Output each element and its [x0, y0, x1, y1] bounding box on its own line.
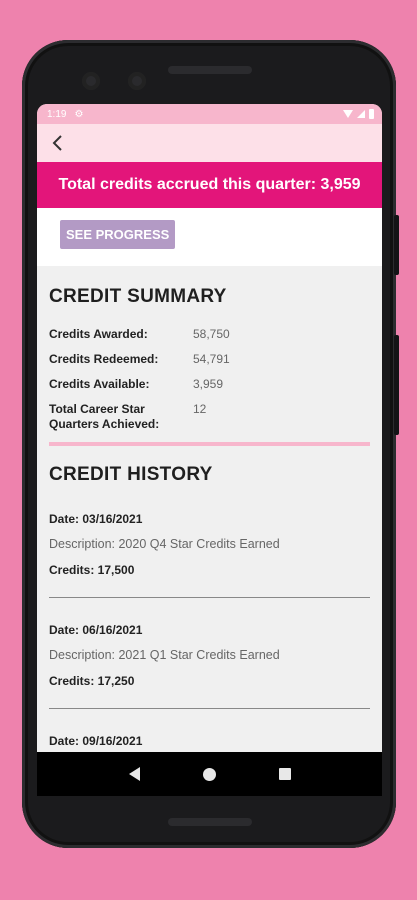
summary-row-career-quarters: [49, 402, 370, 432]
history-credits: Credits: 17,250: [49, 674, 135, 688]
see-progress-button[interactable]: SEE PROGRESS: [60, 220, 175, 249]
gear-icon: ⚙: [74, 108, 84, 120]
button-area: [37, 208, 382, 266]
credit-summary-title: CREDIT SUMMARY: [49, 286, 227, 307]
status-bar: [37, 104, 382, 124]
summary-label: Credits Available:: [49, 377, 150, 391]
summary-row-available: [49, 377, 370, 392]
battery-icon: [369, 109, 374, 119]
nav-back-icon[interactable]: [129, 767, 140, 781]
summary-row-awarded: [49, 327, 370, 342]
sensor-icon: [128, 72, 146, 90]
summary-value: 54,791: [193, 352, 230, 366]
summary-label: Credits Redeemed:: [49, 352, 159, 366]
app-bar: [37, 124, 382, 162]
history-date: Date: 06/16/2021: [49, 623, 143, 637]
summary-value: 12: [193, 402, 207, 416]
wifi-icon: [343, 110, 353, 118]
quarter-credits-banner: Total credits accrued this quarter: 3,959: [37, 162, 382, 208]
history-divider: [49, 597, 370, 598]
power-button: [394, 335, 399, 435]
earpiece-speaker: [168, 66, 252, 74]
summary-row-redeemed: [49, 352, 370, 367]
history-divider: [49, 708, 370, 709]
signal-icon: [357, 110, 365, 118]
section-divider: [49, 442, 370, 446]
history-date: Date: 09/16/2021: [49, 734, 143, 748]
summary-label: Credits Awarded:: [49, 327, 148, 341]
history-item: [49, 732, 370, 748]
camera-icon: [82, 72, 100, 90]
history-item: [49, 510, 370, 577]
credit-history-title: CREDIT HISTORY: [49, 464, 213, 485]
history-date: Date: 03/16/2021: [49, 512, 143, 526]
back-arrow-icon[interactable]: [45, 131, 69, 155]
credit-history-list: [49, 510, 370, 748]
content-area: [37, 266, 382, 748]
summary-value: 3,959: [193, 377, 224, 391]
summary-label: Total Career Star Quarters Achieved:: [49, 402, 160, 431]
history-item: [49, 621, 370, 688]
history-credits: Credits: 17,500: [49, 563, 135, 577]
system-nav-bar: [37, 752, 382, 796]
summary-value: 58,750: [193, 327, 230, 341]
history-description: Description: 2020 Q4 Star Credits Earned: [49, 537, 280, 551]
volume-button: [394, 215, 399, 275]
app-screen: [37, 104, 382, 792]
status-time: 1:19: [47, 108, 67, 120]
nav-home-icon[interactable]: [203, 768, 216, 781]
nav-recents-icon[interactable]: [279, 768, 291, 780]
credit-summary: [49, 327, 370, 432]
history-description: Description: 2021 Q1 Star Credits Earned: [49, 648, 280, 662]
bottom-speaker: [168, 818, 252, 826]
